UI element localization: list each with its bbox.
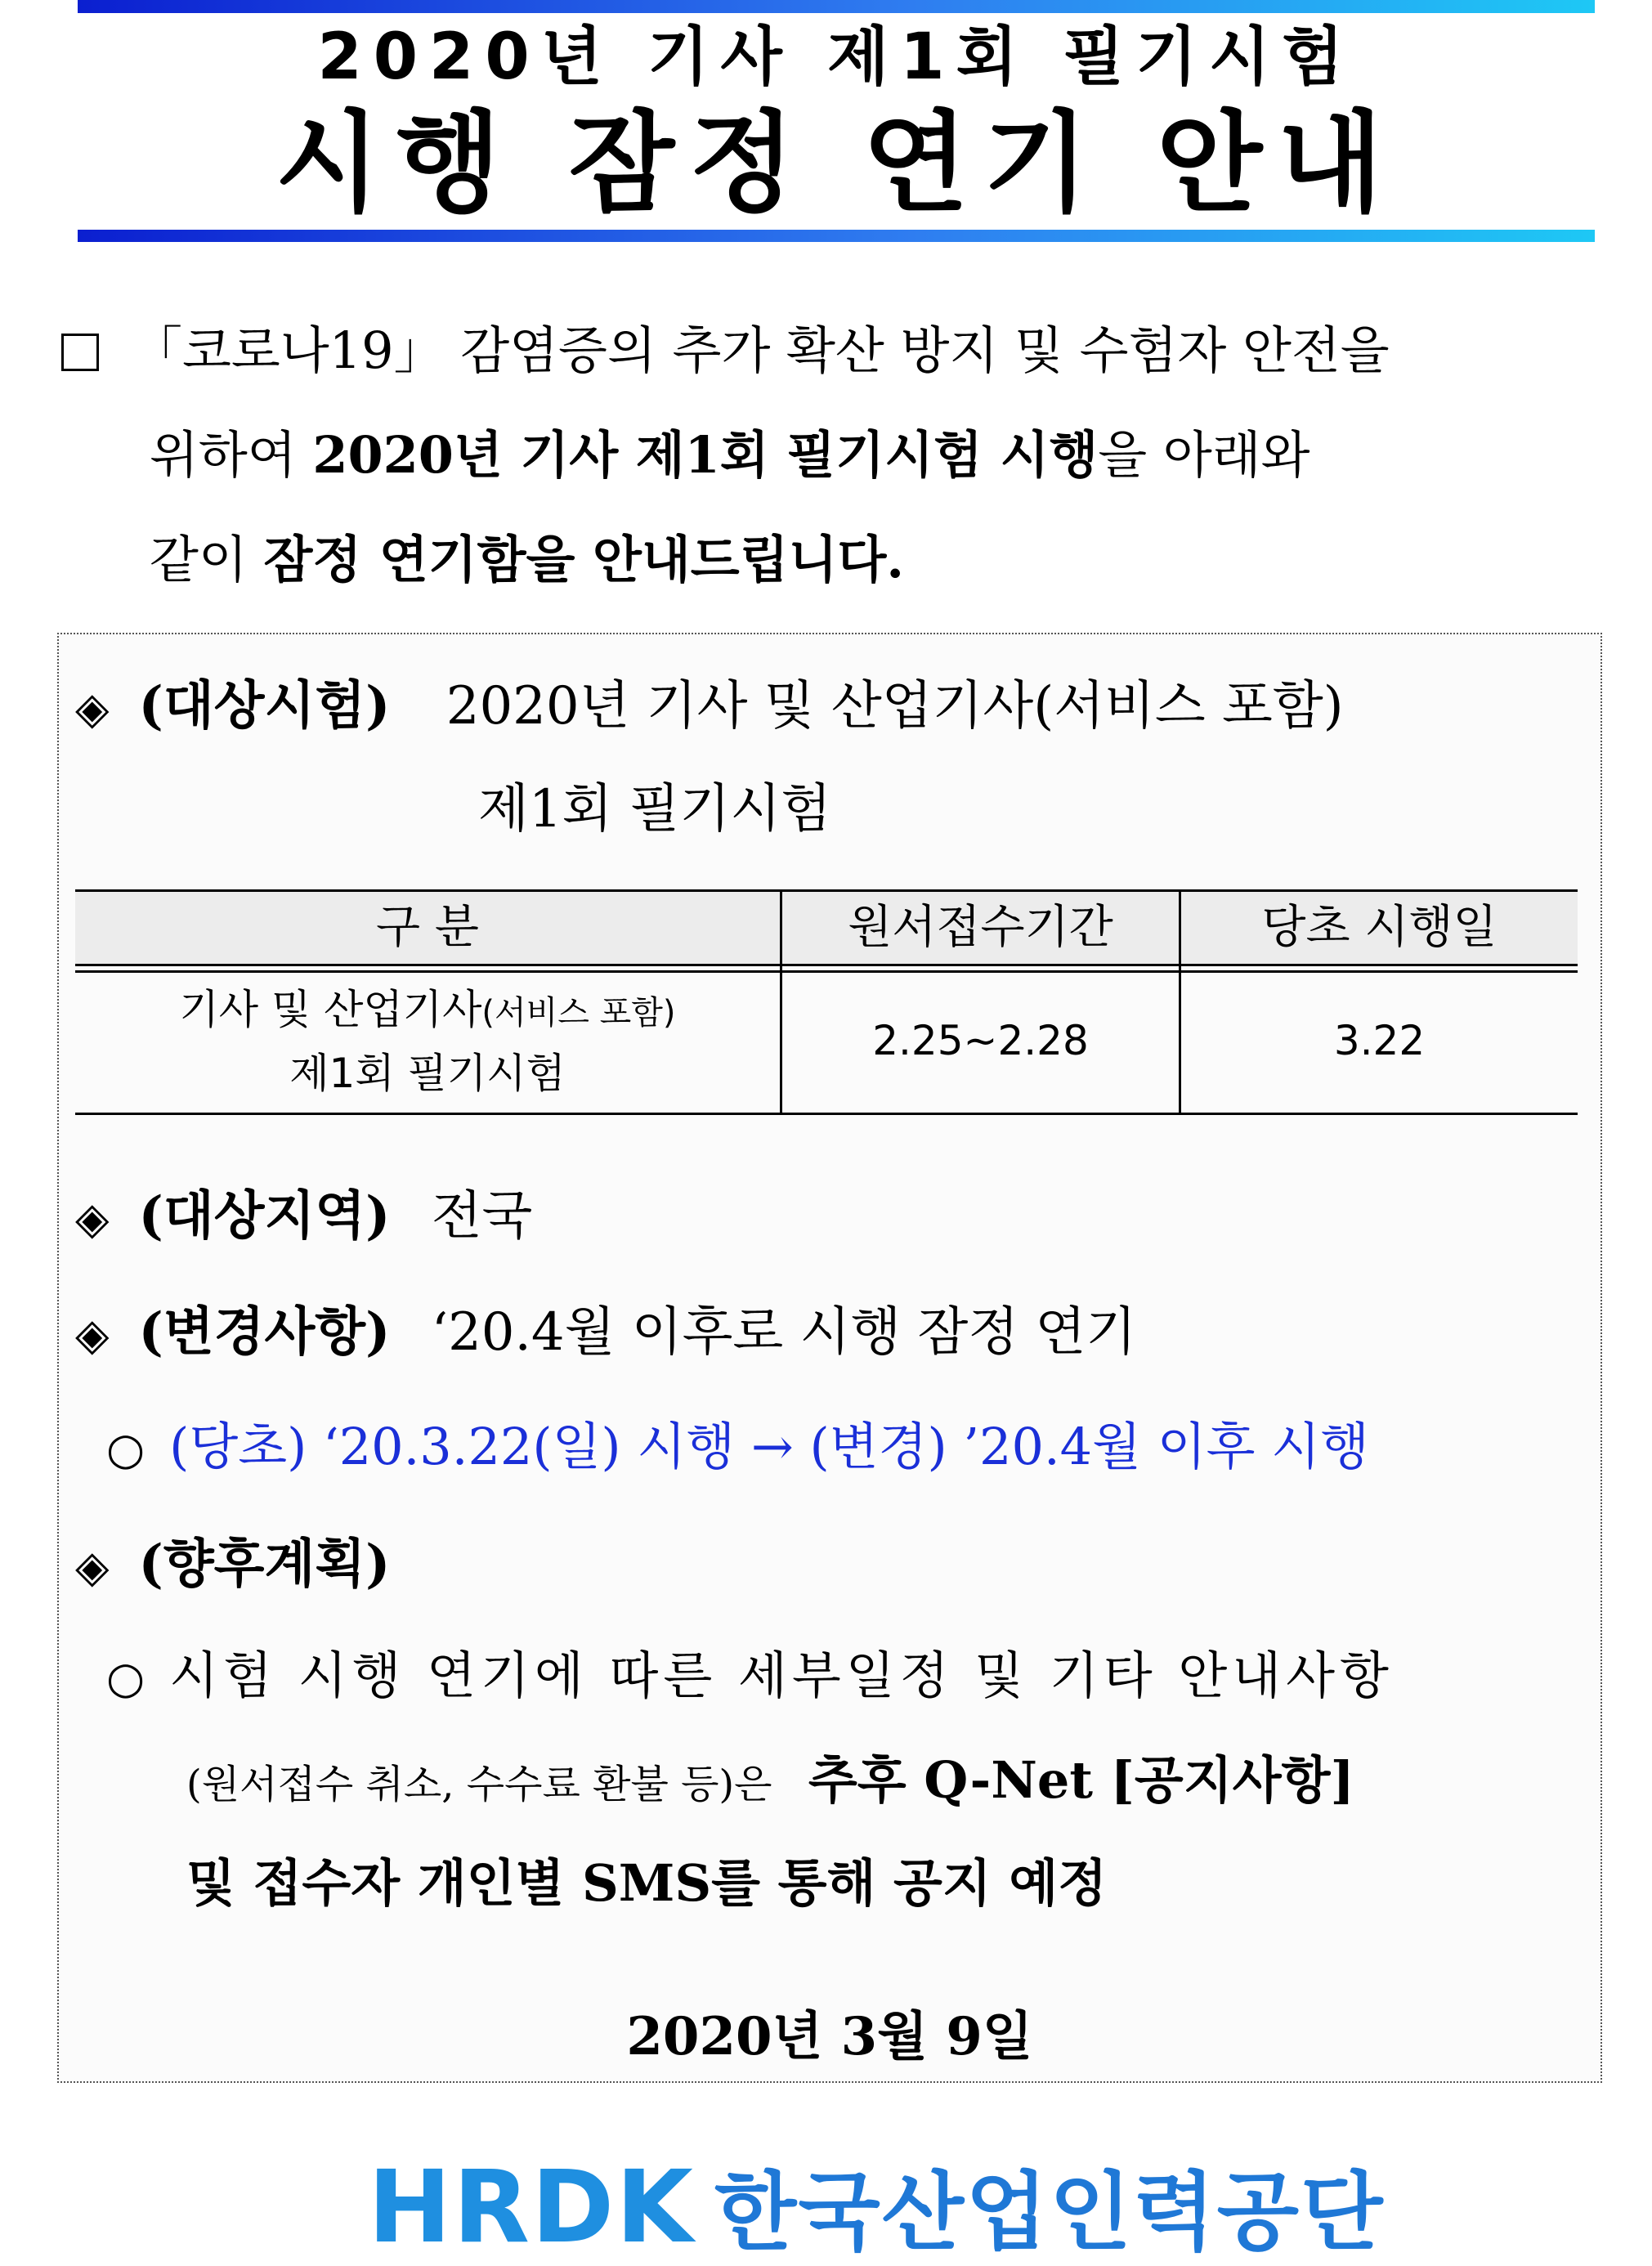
changes-detail-text: (당초) ‘20.3.22(일) 시행 → (변경) ’20.4월 이후 시행 (169, 1417, 1369, 1476)
plans-item (75, 1522, 390, 1597)
page-title-line2: 시행 잠정 연기 안내 (275, 100, 1398, 227)
title-top-bar (78, 0, 1595, 13)
notice-date: 2020년 3월 9일 (626, 2006, 1033, 2067)
hrdk-logo (368, 2149, 1385, 2265)
changes-label: (변경사항) (138, 1301, 391, 1363)
category-text-b: (서비스 포함) (481, 994, 676, 1032)
intro-line-1 (61, 298, 1390, 403)
category-line-2: 제1회 필기시험 (289, 1050, 566, 1097)
plans-line-2-bold: 추후 Q-Net [공지사항] (808, 1750, 1354, 1810)
hrdk-logo-mark: HRDK (368, 2149, 695, 2265)
org-name: 한국산업인력공단 (714, 2162, 1385, 2262)
page-title-line1: 2020년 기사 제1회 필기시험 (317, 20, 1355, 94)
table-bottom-border (75, 1113, 1578, 1115)
intro-line-2 (150, 403, 1310, 508)
table-header-category: 구 분 (376, 901, 479, 954)
plans-line-2-small: (원서접수 취소, 수수료 환불 등)은 (186, 1762, 772, 1807)
diamond-bullet-icon: ◈ (75, 1541, 110, 1592)
circle-bullet-icon: ○ (106, 1423, 146, 1475)
changes-item (75, 1290, 1136, 1365)
target-region-label: (대상지역) (138, 1185, 391, 1247)
target-exam-line2: 제1회 필기시험 (478, 779, 832, 840)
table-cell-category (75, 979, 780, 1104)
intro-text-3a: 같이 (150, 530, 264, 589)
intro-text-3b: 잠정 연기함을 안내드립니다. (263, 530, 904, 589)
target-exam-text: 2020년 기사 및 산업기사(서비스 포함) (445, 676, 1344, 737)
plans-label: (향후계획) (138, 1534, 391, 1595)
diamond-bullet-icon: ◈ (75, 1309, 110, 1360)
target-region-item (75, 1174, 532, 1249)
intro-text-2a: 위하여 (150, 425, 313, 485)
diamond-bullet-icon: ◈ (75, 1193, 110, 1244)
target-exam-label: (대상시험) (138, 675, 391, 737)
schedule-table (75, 889, 1578, 1115)
circle-bullet-icon: ○ (106, 1652, 146, 1704)
plans-line-3: 및 접수자 개인별 SMS를 통해 공지 예정 (186, 1853, 1108, 1913)
plans-line-1-text: 시험 시행 연기에 따른 세부일정 및 기타 안내사항 (169, 1646, 1394, 1705)
table-header-border-2 (75, 970, 1578, 973)
target-exam-item (75, 664, 1344, 739)
intro-text-2b: 2020년 기사 제1회 필기시험 시행 (312, 425, 1099, 485)
intro-text-1: 「코로나19」 감염증의 추가 확산 방지 및 수험자 안전을 (132, 320, 1390, 380)
table-cell-period: 2.25∼2.28 (872, 1017, 1089, 1064)
intro-line-3 (150, 508, 904, 612)
plans-line-1 (106, 1635, 1394, 1708)
plans-line-2 (186, 1740, 1354, 1812)
category-text-a: 기사 및 산업기사 (179, 986, 482, 1033)
diamond-bullet-icon: ◈ (75, 683, 110, 734)
checkbox-square-icon (61, 334, 99, 371)
table-header-border (75, 964, 1578, 966)
target-region-text: 전국 (431, 1186, 533, 1247)
changes-detail (106, 1406, 1369, 1479)
category-line-1 (75, 979, 780, 1043)
table-header-date: 당초 시행일 (1261, 901, 1498, 954)
table-top-border (75, 889, 1578, 892)
title-bottom-bar (78, 230, 1595, 242)
table-cell-date: 3.22 (1333, 1017, 1426, 1064)
table-header-period: 원서접수기간 (848, 901, 1113, 954)
changes-text: ‘20.4월 이후로 시행 잠정 연기 (431, 1302, 1137, 1363)
intro-text-2c: 을 아래와 (1098, 425, 1310, 485)
